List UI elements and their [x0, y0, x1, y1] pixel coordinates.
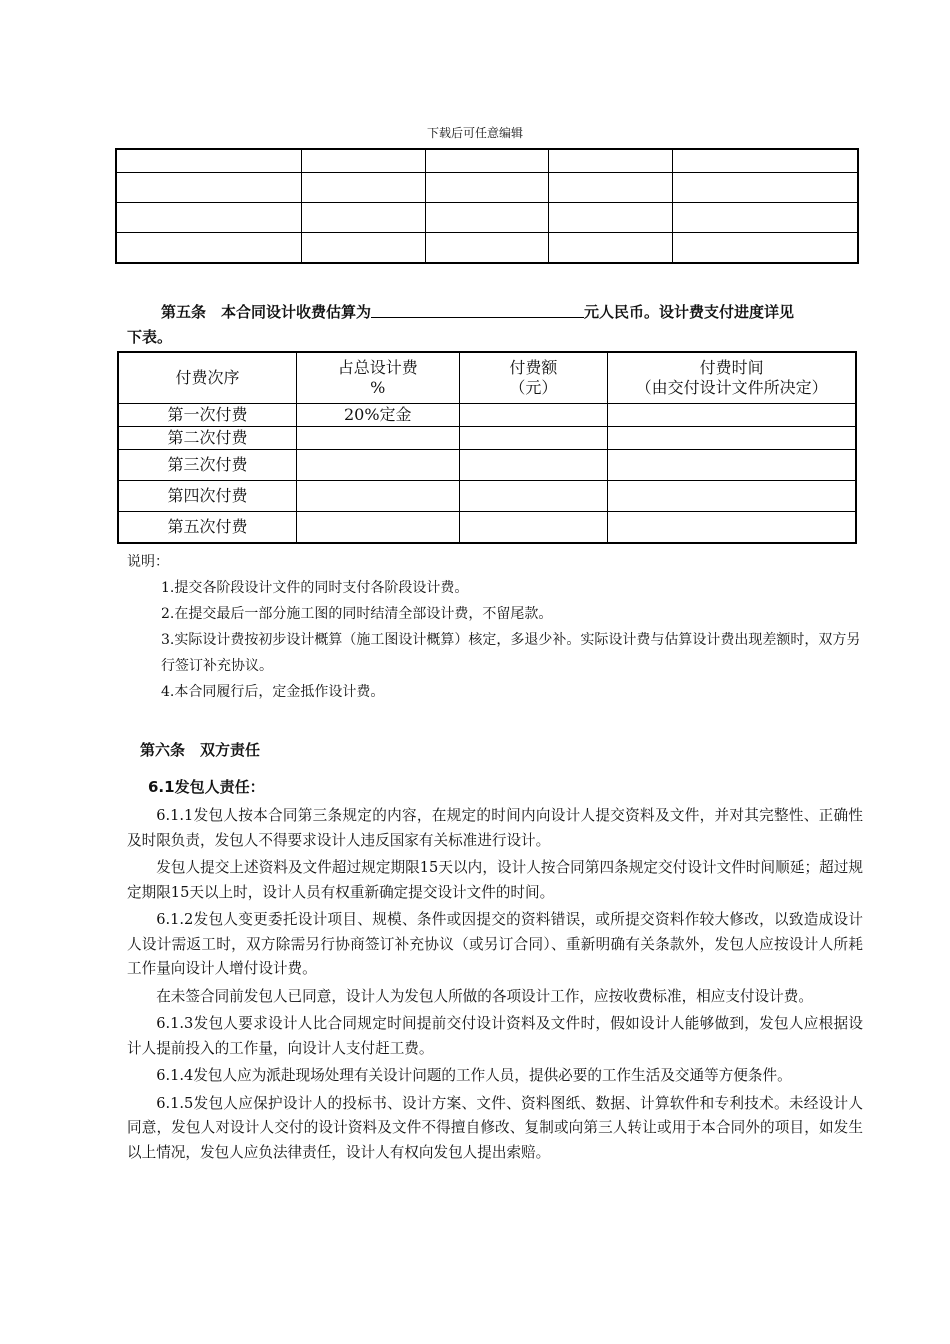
header-cell: 付费时间 （由交付设计文件所决定） — [608, 352, 856, 404]
paragraph: 在未签合同前发包人已同意，设计人为发包人所做的各项设计工作，应按收费标准，相应支付设计费。 — [156, 987, 813, 1005]
paragraph: 6.1.1发包人按本合同第三条规定的内容，在规定的时间内向设计人提交资料及文件，并对其完整性、正确性及时限负责，发包人不得要求设计人违反国家有关标准进行设计。 — [127, 807, 863, 849]
header-cell: 占总设计费 % — [296, 352, 459, 404]
paragraph: 6.1.3发包人要求设计人比合同规定时间提前交付设计资料及文件时，假如设计人能够做到，发包人应根据设计人提前投入的工作量，向设计人支付赶工费。 — [127, 1015, 863, 1057]
article-5-line2: 下表。 — [127, 328, 173, 346]
article-5-prefix: 第五条 本合同设计收费估算为 — [161, 303, 372, 321]
paragraph: 发包人提交上述资料及文件超过规定期限15天以内，设计人按合同第四条规定交付设计文件时间顺延；超过规定期限15天以上时，设计人员有权重新确定提交设计文件的时间。 — [127, 859, 863, 901]
paragraph: 6.1.5发包人应保护设计人的投标书、设计方案、文件、资料图纸、数据、计算软件和专利技术。未经设计人同意，发包人对设计人交付的设计资料及文件不得擅自修改、复制或向第三人转让或用于本合同外的项目，如发生以上情况，发包人应负法律责任，设计人有权向发包人提出索赔。 — [127, 1094, 863, 1161]
article-6-body — [127, 804, 863, 1168]
article-5 — [127, 300, 872, 350]
table-row: 第三次付费 — [118, 450, 856, 481]
notes-title: 说明： — [127, 554, 169, 570]
note-item: 3.实际设计费按初步设计概算（施工图设计概算）核定，多退少补。实际设计费与估算设计费出现差额时，双方另行签订补充协议。 — [161, 632, 861, 674]
payment-notes — [127, 549, 862, 705]
article-6-title: 第六条 双方责任 — [140, 741, 261, 759]
top-blank-table — [115, 148, 859, 264]
fee-blank-line — [371, 303, 584, 318]
table-row: 第二次付费 — [118, 427, 856, 450]
payment-table — [117, 351, 857, 544]
payment-table-header — [118, 352, 856, 404]
page-header: 下载后可任意编辑 — [426, 126, 523, 140]
header-cell: 付费额 （元） — [459, 352, 608, 404]
paragraph: 6.1.2发包人变更委托设计项目、规模、条件或因提交的资料错误，或所提交资料作较大修改，以致造成设计人设计需返工时，双方除需另行协商签订补充协议（或另订合同）、重新明确有关条款外，发包人应按设计人所耗工作量向设计人增付设计费。 — [127, 911, 863, 977]
note-item: 2.在提交最后一部分施工图的同时结清全部设计费，不留尾款。 — [161, 606, 553, 622]
table-row: 第四次付费 — [118, 481, 856, 512]
article-5-suffix: 元人民币。设计费支付进度详见 — [584, 303, 795, 321]
table-row: 第一次付费 20%定金 — [118, 404, 856, 427]
table-row: 第五次付费 — [118, 512, 856, 544]
paragraph: 6.1.4发包人应为派赴现场处理有关设计问题的工作人员，提供必要的工作生活及交通等方便条件。 — [156, 1067, 792, 1084]
note-item: 4.本合同履行后，定金抵作设计费。 — [161, 684, 385, 700]
note-item: 1.提交各阶段设计文件的同时支付各阶段设计费。 — [161, 580, 469, 596]
header-cell: 付费次序 — [118, 352, 296, 404]
section-6-1-title: 6.1发包人责任： — [148, 778, 265, 796]
